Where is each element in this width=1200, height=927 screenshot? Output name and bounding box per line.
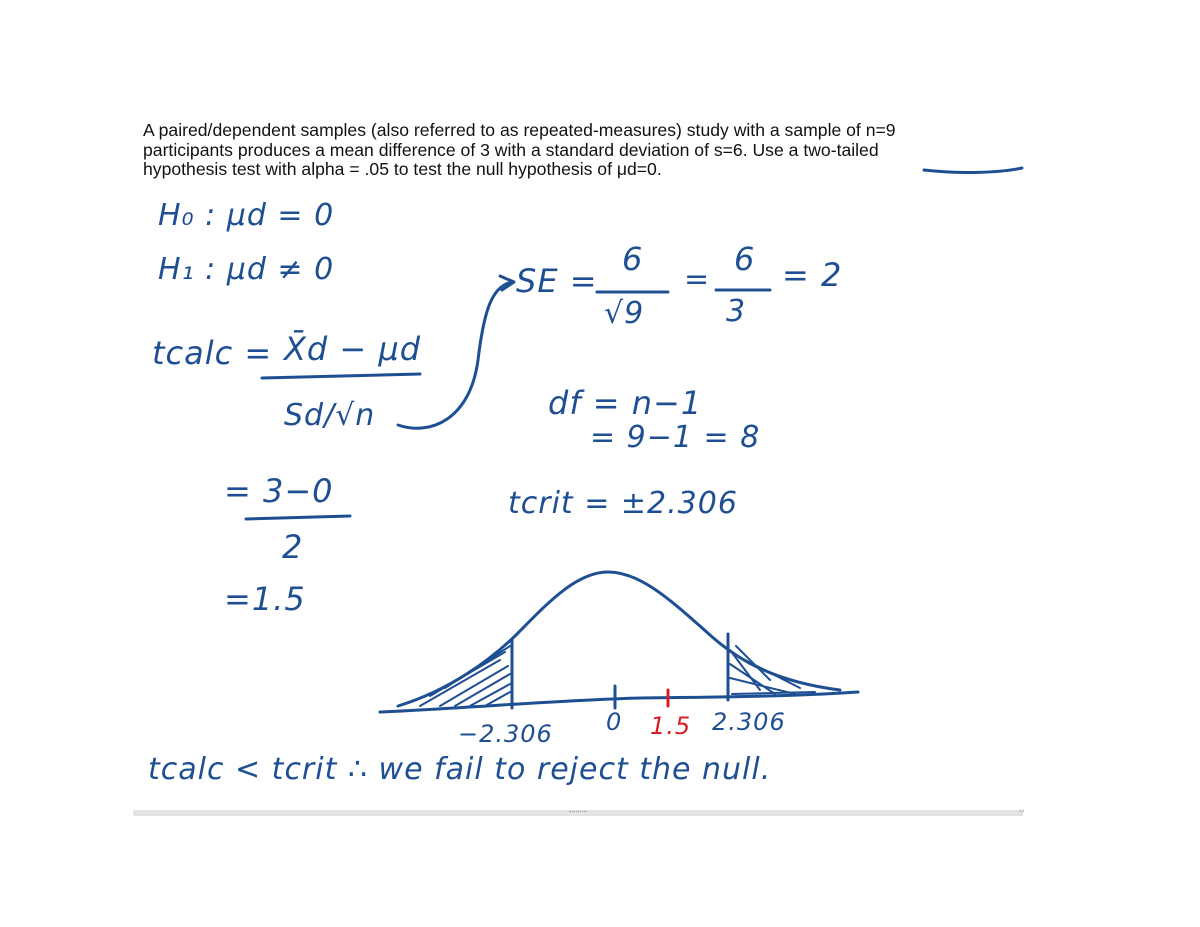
problem-line-2-text: participants produces a mean difference of 3 with a standard deviation of s=6. Use <box>143 139 789 160</box>
scroll-arrows-icon[interactable]: ‹› <box>1019 807 1025 815</box>
label-critical-left: −2.306 <box>458 720 553 748</box>
df-line-1: df = n−1 <box>548 384 703 422</box>
problem-line-1: A paired/dependent samples (also referred to as repeated-measures) study with a sample of n=9 <box>143 120 896 140</box>
two-tailed-underline <box>924 168 1022 172</box>
tcrit-value: tcrit = ±2.306 <box>508 486 738 521</box>
two-tailed-phrase: a two-tailed <box>788 139 879 160</box>
null-hypothesis: H₀ : μd = 0 <box>158 198 335 233</box>
se-numerator-2: 6 <box>734 240 756 278</box>
df-line-2: = 9−1 = 8 <box>590 420 761 455</box>
substitution-numerator: = 3−0 <box>224 472 334 510</box>
t-distribution-curve <box>398 572 840 706</box>
left-rejection-region-shading <box>420 646 510 706</box>
scrollbar-grip-icon[interactable] <box>569 811 587 815</box>
alt-hypothesis: H₁ : μd ≠ 0 <box>158 252 335 287</box>
right-rejection-region-shading <box>730 646 815 694</box>
se-numerator: 6 <box>622 240 644 278</box>
substitution-fraction-bar <box>246 516 350 519</box>
se-denominator-2: 3 <box>726 294 747 329</box>
se-equals: = <box>684 262 711 297</box>
se-result: = 2 <box>782 256 843 294</box>
tcalc-denominator: Sd/√n <box>284 398 376 433</box>
problem-line-3: hypothesis test with alpha = .05 to test the null hypothesis of μd=0. <box>143 159 662 179</box>
label-observed: 1.5 <box>650 712 692 740</box>
tcalc-fraction-bar <box>262 374 420 378</box>
substitution-denominator: 2 <box>282 528 304 566</box>
tcalc-numerator: X̄d − μd <box>284 330 422 368</box>
label-center: 0 <box>606 708 623 736</box>
se-denominator: √9 <box>604 296 645 331</box>
conclusion: tcalc < tcrit ∴ we fail to reject the null. <box>148 752 772 787</box>
label-critical-right: 2.306 <box>712 708 786 736</box>
horizontal-scrollbar[interactable] <box>133 810 1023 816</box>
tcalc-result: =1.5 <box>224 580 306 618</box>
tcalc-label: tcalc = <box>152 334 273 372</box>
se-label: SE = <box>516 262 598 300</box>
